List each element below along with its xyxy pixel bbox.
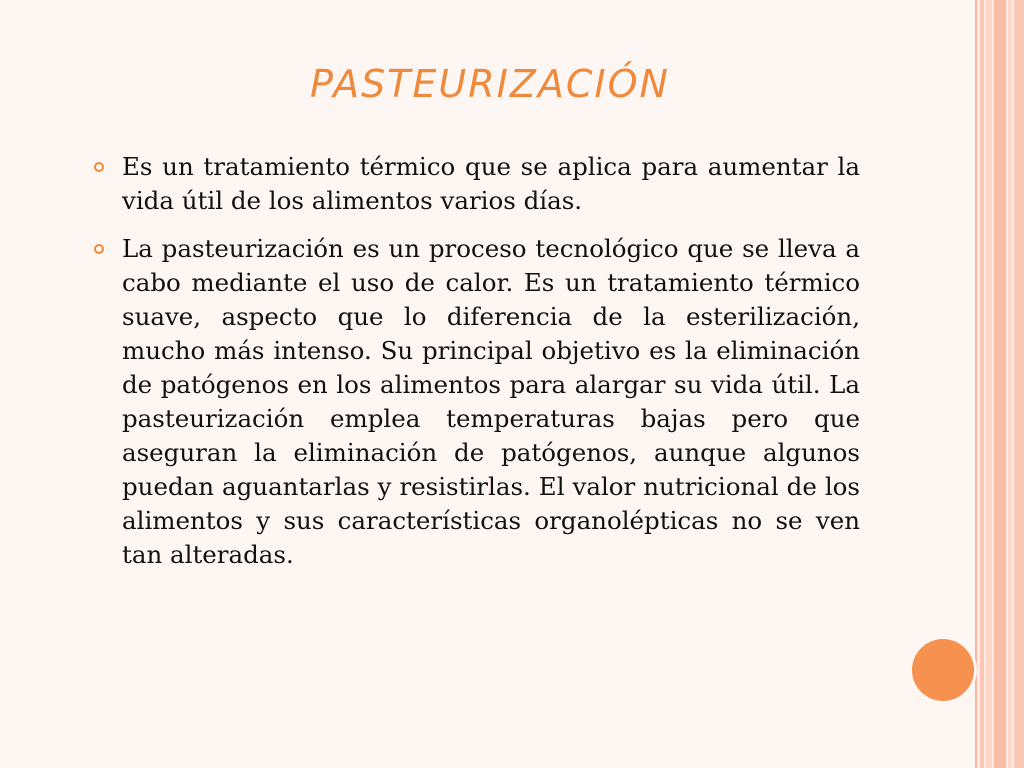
slide-title: PASTEURIZACIÓN: [310, 62, 670, 106]
decorative-stripe: [1008, 0, 1012, 768]
decorative-stripe: [1014, 0, 1024, 768]
decorative-stripe: [980, 0, 984, 768]
decorative-stripe: [994, 0, 1006, 768]
orange-circle-decoration: [912, 639, 974, 701]
bullet-item: [90, 232, 860, 572]
bullet-text: Es un tratamiento térmico que se aplica para aumentar la vida útil de los alimentos varios días.: [122, 152, 860, 215]
decorative-stripe: [986, 0, 992, 768]
bullet-ring-icon: [94, 162, 104, 172]
bullet-ring-icon: [94, 244, 104, 254]
bullet-item: [90, 150, 860, 218]
bullet-list: [90, 150, 860, 586]
bullet-text: La pasteurización es un proceso tecnológico que se lleva a cabo mediante el uso de calor. Es un tratamiento térmico suave, aspecto que lo diferencia de la esterilización, mucho más intenso. Su principal objetivo es la eliminación de patógenos en los alimentos para alargar su vida útil. La pasteurización emplea temperaturas bajas pero que aseguran la eliminación de patógenos, aunque algunos puedan aguantarlas y resistirlas. El valor nutricional de los alimentos y sus características organolépticas no se ven tan alteradas.: [122, 234, 860, 569]
